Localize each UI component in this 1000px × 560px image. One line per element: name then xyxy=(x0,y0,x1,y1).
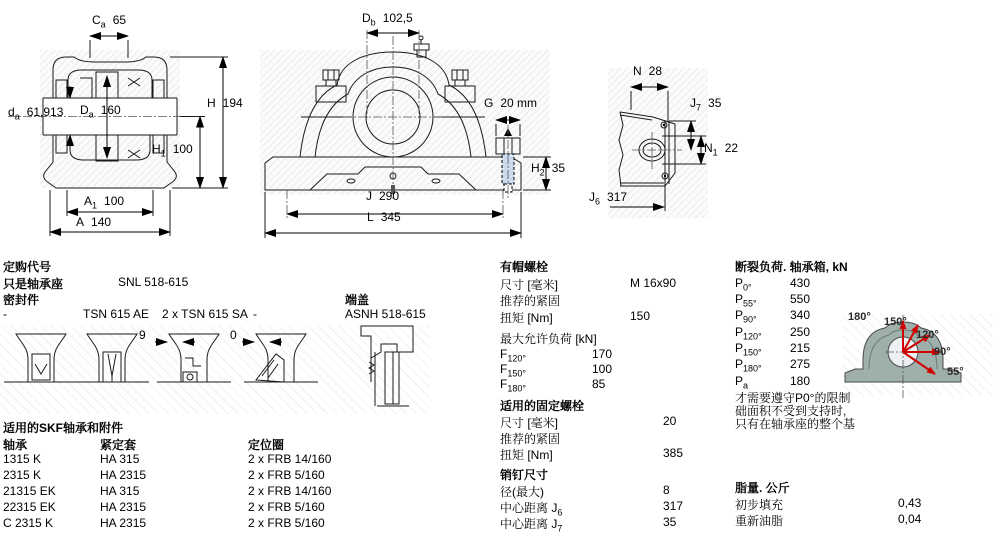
load-row-f150: $F_{150^\circ}$ xyxy=(500,362,526,379)
grease-initial-fill-value: 0,43 xyxy=(898,496,922,510)
bearings-header-sleeve: 紧定套 xyxy=(100,438,137,452)
dim-label-Da: $D_a$ 160 xyxy=(80,103,121,120)
bearings-header-bearing: 轴承 xyxy=(3,438,28,452)
ring-cell: 2 x FRB 14/160 xyxy=(248,452,332,466)
sleeve-cell: HA 315 xyxy=(100,484,140,498)
breaking-loads-title: 断裂负荷. 轴承箱, kN xyxy=(735,260,848,274)
dim-label-A1: $A_1$ 100 xyxy=(84,194,125,211)
pins-title: 销钉尺寸 xyxy=(500,468,549,482)
pin-j6-value: 317 xyxy=(663,499,684,513)
dim-label-J: J 290 xyxy=(366,189,400,203)
dim-label-A: A 140 xyxy=(76,215,112,229)
cap-bolts-torque-value: 150 xyxy=(630,309,651,323)
cap-bolts-max-load-label: 最大允许负荷 [kN] xyxy=(500,332,597,346)
pin-j7-label: 中心距离 $J_7$ xyxy=(500,517,563,534)
dim-label-Db: $D_b$ 102,5 xyxy=(362,11,413,28)
grease-initial-fill-label: 初步填充 xyxy=(735,498,784,512)
bearing-cell: 22315 EK xyxy=(3,500,56,514)
breaking-row-p150: $P_{150^\circ}$ xyxy=(735,341,762,358)
sleeve-cell: HA 2315 xyxy=(100,500,147,514)
pin-diameter-label: 径(最大) xyxy=(500,485,544,499)
bearing-cell: C 2315 K xyxy=(3,516,54,530)
attachment-bolts-size-value: 20 xyxy=(663,414,677,428)
cap-bolts-size-value: M 16x90 xyxy=(630,276,677,290)
breaking-row-p90: $P_{90^\circ}$ xyxy=(735,308,757,325)
angle-label-90: 90° xyxy=(934,346,951,358)
dim-label-J6: $J_6$ 317 xyxy=(589,190,628,207)
angle-label-120: 120° xyxy=(916,329,939,341)
breaking-row-p120: $P_{120^\circ}$ xyxy=(735,325,762,342)
breaking-value-p150: 215 xyxy=(790,341,811,355)
breaking-row-p180: $P_{180^\circ}$ xyxy=(735,357,762,374)
attachment-bolts-tighten-label: 推荐的紧固 xyxy=(500,432,561,446)
dim-label-H2: $H_2$ 35 xyxy=(531,161,566,178)
seal-sketch-1 xyxy=(2,328,80,390)
ordering-title: 定购代号 xyxy=(3,260,52,274)
breaking-value-p180: 275 xyxy=(790,357,811,371)
seal-marker-0: 0 xyxy=(230,328,237,342)
dim-label-N: N 28 xyxy=(633,64,663,78)
attachment-bolts-torque-label: 扭矩 [Nm] xyxy=(500,448,553,462)
load-value-f120: 170 xyxy=(592,347,613,361)
seal-option-tsn-ae: TSN 615 AE xyxy=(83,307,150,321)
load-row-f120: $F_{120^\circ}$ xyxy=(500,347,526,364)
sleeve-cell: HA 315 xyxy=(100,452,140,466)
bearing-cell: 2315 K xyxy=(3,468,42,482)
sleeve-cell: HA 2315 xyxy=(100,516,147,530)
seal-option-tsn-sa: 2 x TSN 615 SA xyxy=(162,307,248,321)
ring-cell: 2 x FRB 5/160 xyxy=(248,468,325,482)
breaking-row-pa: $P_a$ xyxy=(735,374,749,391)
seal-option-none-right: - xyxy=(253,307,257,321)
end-cover-designation: ASNH 518-615 xyxy=(345,307,426,321)
housing-designation: SNL 518-615 xyxy=(118,275,189,289)
bearing-cell: 1315 K xyxy=(3,452,42,466)
housing-only-label: 只是轴承座 xyxy=(3,277,64,291)
seal-option-none-left: - xyxy=(3,307,7,321)
angle-label-150: 150° xyxy=(884,316,907,328)
breaking-note-line3: 只有在轴承座的整个基 xyxy=(735,417,856,431)
breaking-value-p90: 340 xyxy=(790,308,811,322)
dim-label-H1: $H_1$ 100 xyxy=(152,142,193,159)
attachment-bolts-size-label: 尺寸 [毫米] xyxy=(500,416,559,430)
dim-label-H: H 194 xyxy=(207,96,243,110)
seal-sketch-4 xyxy=(242,328,320,390)
seal-marker-9: 9 xyxy=(139,328,146,342)
breaking-row-p55: $P_{55^\circ}$ xyxy=(735,292,757,309)
breaking-value-p55: 550 xyxy=(790,292,811,306)
breaking-note-line1: 才需要遵守P0°的限制 xyxy=(735,391,851,405)
load-angle-diagram xyxy=(843,314,998,400)
bearing-cell: 21315 EK xyxy=(3,484,56,498)
dim-label-J7: $J_7$ 35 xyxy=(690,96,722,113)
end-cover-sketch xyxy=(341,322,423,414)
breaking-row-p0: $P_{0^\circ}$ xyxy=(735,276,752,293)
ring-cell: 2 x FRB 5/160 xyxy=(248,516,325,530)
pin-j7-value: 35 xyxy=(663,515,677,529)
breaking-value-p0: 430 xyxy=(790,276,811,290)
load-row-f180: $F_{180^\circ}$ xyxy=(500,377,526,394)
breaking-note-line2: 础面积不受到支持时, xyxy=(735,404,847,418)
ring-cell: 2 x FRB 14/160 xyxy=(248,484,332,498)
bearings-table-title: 适用的SKF轴承和附件 xyxy=(3,421,124,435)
load-value-f180: 85 xyxy=(592,377,606,391)
end-cover-label: 端盖 xyxy=(345,293,370,307)
bearings-header-ring: 定位圈 xyxy=(248,438,285,452)
sleeve-cell: HA 2315 xyxy=(100,468,147,482)
drawing-front-view xyxy=(255,0,565,245)
dim-label-da: $d_a$ 61,913 xyxy=(8,105,64,122)
cap-bolts-size-label: 尺寸 [毫米] xyxy=(500,278,559,292)
cap-bolts-title: 有帽螺栓 xyxy=(500,260,549,274)
load-value-f150: 100 xyxy=(592,362,613,376)
seals-label: 密封件 xyxy=(3,293,40,307)
breaking-value-pa: 180 xyxy=(790,374,811,388)
cap-bolts-torque-label: 扭矩 [Nm] xyxy=(500,311,553,325)
seal-sketch-3 xyxy=(155,328,233,390)
angle-label-180: 180° xyxy=(848,311,871,323)
breaking-value-p120: 250 xyxy=(790,325,811,339)
dim-label-N1: $N_1$ 22 xyxy=(704,141,739,158)
dim-label-Ca: $C_a$ 65 xyxy=(92,13,127,30)
attachment-bolts-title: 适用的固定螺栓 xyxy=(500,399,585,413)
ring-cell: 2 x FRB 5/160 xyxy=(248,500,325,514)
attachment-bolts-torque-value: 385 xyxy=(663,446,684,460)
cap-bolts-tighten-label: 推荐的紧固 xyxy=(500,294,561,308)
grease-relubrication-value: 0,04 xyxy=(898,512,922,526)
dim-label-L: L 345 xyxy=(367,210,401,224)
grease-relubrication-label: 重新油脂 xyxy=(735,514,784,528)
dim-label-G: G 20 mm xyxy=(484,96,538,110)
pin-diameter-value: 8 xyxy=(663,483,670,497)
angle-label-55: 55° xyxy=(947,366,964,378)
drawing-section-view xyxy=(0,0,250,245)
grease-title: 脂量. 公斤 xyxy=(735,481,790,495)
pin-j6-label: 中心距离 $J_6$ xyxy=(500,501,563,518)
drawing-side-view xyxy=(600,40,780,235)
